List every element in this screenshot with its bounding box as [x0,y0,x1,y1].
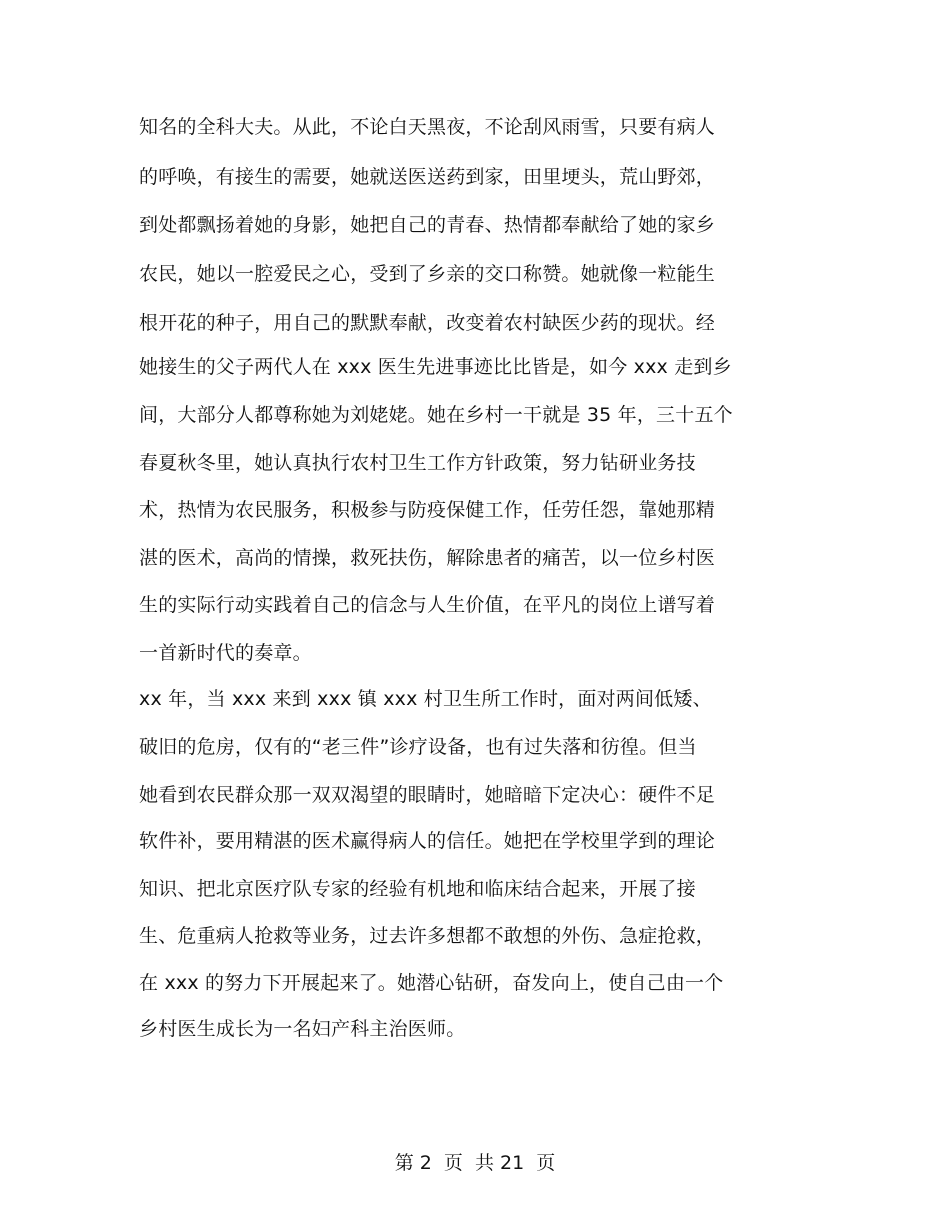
text-line-5: 根开花的种子，用自己的默默奉献，改变着农村缺医少药的现状。经 [139,312,716,334]
text-line-3: 到处都飘扬着她的身影，她把自己的青春、热情都奉献给了她的家乡 [139,214,716,236]
text-line-10: 湛的医术，高尚的情操，救死扶伤，解除患者的痛苦，以一位乡村医 [139,547,716,569]
text-line-4: 农民，她以一腔爱民之心，受到了乡亲的交口称赞。她就像一粒能生 [139,263,716,285]
text-line-2: 的呼唤，有接生的需要，她就送医送药到家，田里埂头，荒山野郊， [139,166,716,188]
text-line-16: 软件补，要用精湛的医术赢得病人的信任。她把在学校里学到的理论 [139,830,716,852]
text-line-14: 破旧的危房，仅有的“老三件”诊疗设备，也有过失落和彷徨。但当 [139,736,697,758]
text-line-15: 她看到农民群众那一双双渴望的眼睛时，她暗暗下定决心：硬件不足 [139,784,716,806]
text-line-6: 她接生的父子两代人在 xxx 医生先进事迹比比皆是，如今 xxx 走到乡 [139,356,732,378]
text-line-1: 知名的全科大夫。从此，不论白天黑夜，不论刮风雨雪，只要有病人 [139,116,716,138]
page-number-footer: 第 2 页 共 21 页 [394,1152,556,1174]
text-line-9: 术，热情为农民服务，积极参与防疫保健工作，任劳任怨，靠她那精 [139,499,716,521]
text-line-20: 乡村医生成长为一名妇产科主治医师。 [139,1018,466,1040]
text-line-13: xx 年，当 xxx 来到 xxx 镇 xxx 村卫生所工作时，面对两间低矮、 [139,688,712,710]
text-line-19: 在 xxx 的努力下开展起来了。她潜心钻研，奋发向上，使自己由一个 [139,972,724,994]
text-line-8: 春夏秋冬里，她认真执行农村卫生工作方针政策，努力钻研业务技 [139,452,696,474]
text-line-7: 间，大部分人都尊称她为刘姥姥。她在乡村一干就是 35 年，三十五个 [139,404,733,426]
text-line-12: 一首新时代的奏章。 [139,642,312,664]
text-line-17: 知识、把北京医疗队专家的经验有机地和临床结合起来，开展了接 [139,878,696,900]
text-line-11: 生的实际行动实践着自己的信念与人生价值，在平凡的岗位上谱写着 [139,594,716,616]
text-line-18: 生、危重病人抢救等业务，过去许多想都不敢想的外伤、急症抢救， [139,925,716,947]
